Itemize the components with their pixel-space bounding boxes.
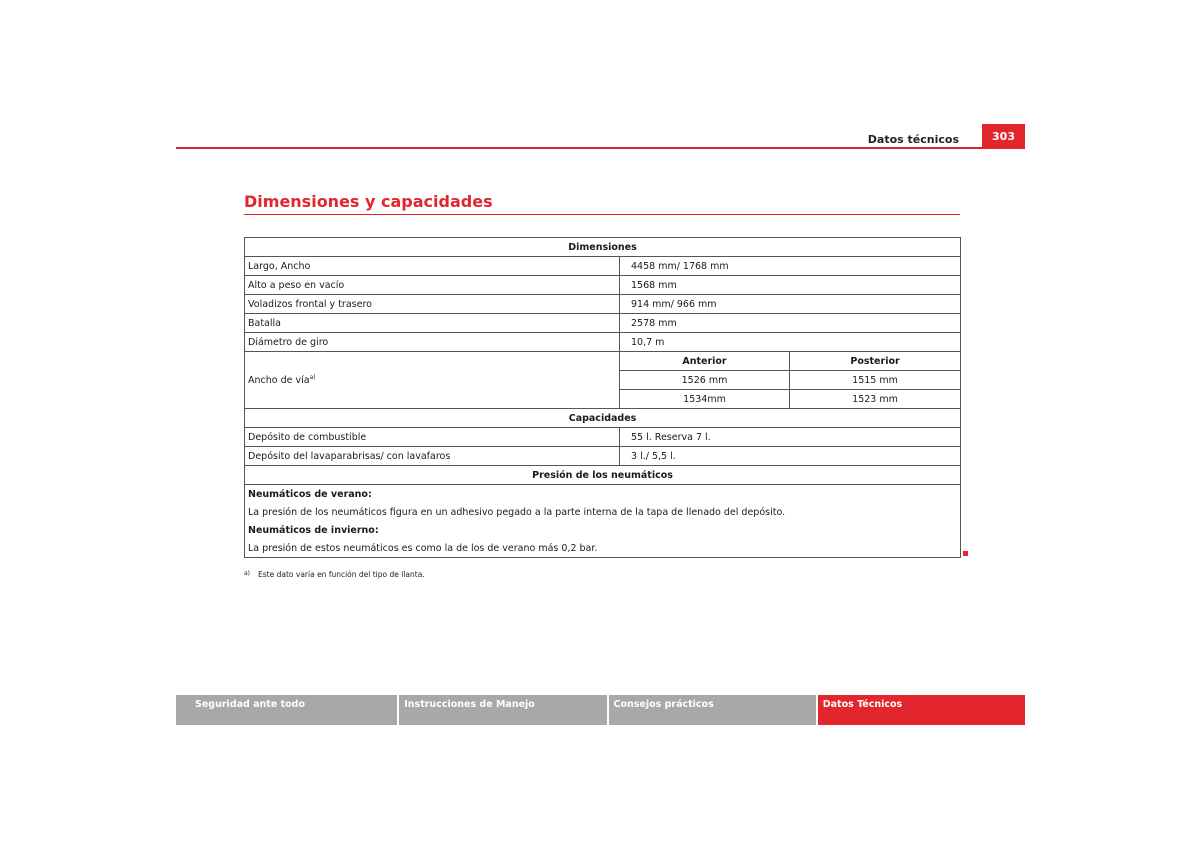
spec-table bbox=[244, 237, 961, 558]
table-row bbox=[245, 539, 961, 558]
table-row bbox=[245, 352, 961, 371]
track-label: Ancho de vía bbox=[248, 375, 310, 387]
row-label: Batalla bbox=[245, 314, 620, 333]
table-section-header bbox=[245, 409, 961, 428]
track-col-front: Anterior bbox=[620, 352, 790, 371]
row-label: Depósito de combustible bbox=[245, 428, 620, 447]
track-label-cell bbox=[245, 352, 620, 409]
track-col-rear: Posterior bbox=[790, 352, 961, 371]
footnote-ref: a) bbox=[309, 373, 316, 381]
row-value: 4458 mm/ 1768 mm bbox=[620, 257, 961, 276]
table-row bbox=[245, 521, 961, 539]
summer-tyres-text: La presión de los neumáticos figura en un adhesivo pegado a la parte interna de la tapa de llenado del depósito. bbox=[245, 503, 961, 521]
row-value: 914 mm/ 966 mm bbox=[620, 295, 961, 314]
table-row bbox=[245, 276, 961, 295]
winter-tyres-text: La presión de estos neumáticos es como la de los de verano más 0,2 bar. bbox=[245, 539, 961, 558]
table-row bbox=[245, 447, 961, 466]
footnote-text: Este dato varía en función del tipo de llanta. bbox=[258, 570, 425, 579]
row-label: Alto a peso en vacío bbox=[245, 276, 620, 295]
row-label: Largo, Ancho bbox=[245, 257, 620, 276]
tyres-heading: Presión de los neumáticos bbox=[245, 466, 961, 485]
page-number: 303 bbox=[982, 124, 1025, 149]
header-section-title: Datos técnicos bbox=[867, 133, 959, 146]
table-row bbox=[245, 428, 961, 447]
nav-tab-seguridad[interactable]: Seguridad ante todo bbox=[176, 695, 397, 725]
track-front-value: 1534mm bbox=[620, 390, 790, 409]
table-row bbox=[245, 257, 961, 276]
track-rear-value: 1523 mm bbox=[790, 390, 961, 409]
table-row bbox=[245, 314, 961, 333]
table-row bbox=[245, 503, 961, 521]
table-section-header bbox=[245, 238, 961, 257]
section-end-marker bbox=[963, 551, 968, 556]
track-front-value: 1526 mm bbox=[620, 371, 790, 390]
title-rule bbox=[244, 214, 960, 215]
table-row bbox=[245, 333, 961, 352]
winter-tyres-heading: Neumáticos de invierno: bbox=[245, 521, 961, 539]
row-value: 55 l. Reserva 7 l. bbox=[620, 428, 961, 447]
row-value: 3 l./ 5,5 l. bbox=[620, 447, 961, 466]
chapter-nav bbox=[176, 695, 1025, 725]
row-label: Depósito del lavaparabrisas/ con lavafaros bbox=[245, 447, 620, 466]
page-title: Dimensiones y capacidades bbox=[244, 192, 493, 211]
table-row bbox=[245, 485, 961, 504]
summer-tyres-heading: Neumáticos de verano: bbox=[245, 485, 961, 504]
row-value: 10,7 m bbox=[620, 333, 961, 352]
footnote bbox=[244, 570, 425, 579]
row-value: 1568 mm bbox=[620, 276, 961, 295]
footnote-mark: a) bbox=[244, 570, 251, 577]
track-rear-value: 1515 mm bbox=[790, 371, 961, 390]
table-row bbox=[245, 295, 961, 314]
row-label: Voladizos frontal y trasero bbox=[245, 295, 620, 314]
row-value: 2578 mm bbox=[620, 314, 961, 333]
nav-tab-instrucciones[interactable]: Instrucciones de Manejo bbox=[397, 695, 606, 725]
dimensions-heading: Dimensiones bbox=[245, 238, 961, 257]
header-rule bbox=[176, 147, 1025, 149]
nav-tab-datos-tecnicos[interactable]: Datos Técnicos bbox=[816, 695, 1025, 725]
capacities-heading: Capacidades bbox=[245, 409, 961, 428]
nav-tab-consejos[interactable]: Consejos prácticos bbox=[607, 695, 816, 725]
table-section-header bbox=[245, 466, 961, 485]
row-label: Diámetro de giro bbox=[245, 333, 620, 352]
